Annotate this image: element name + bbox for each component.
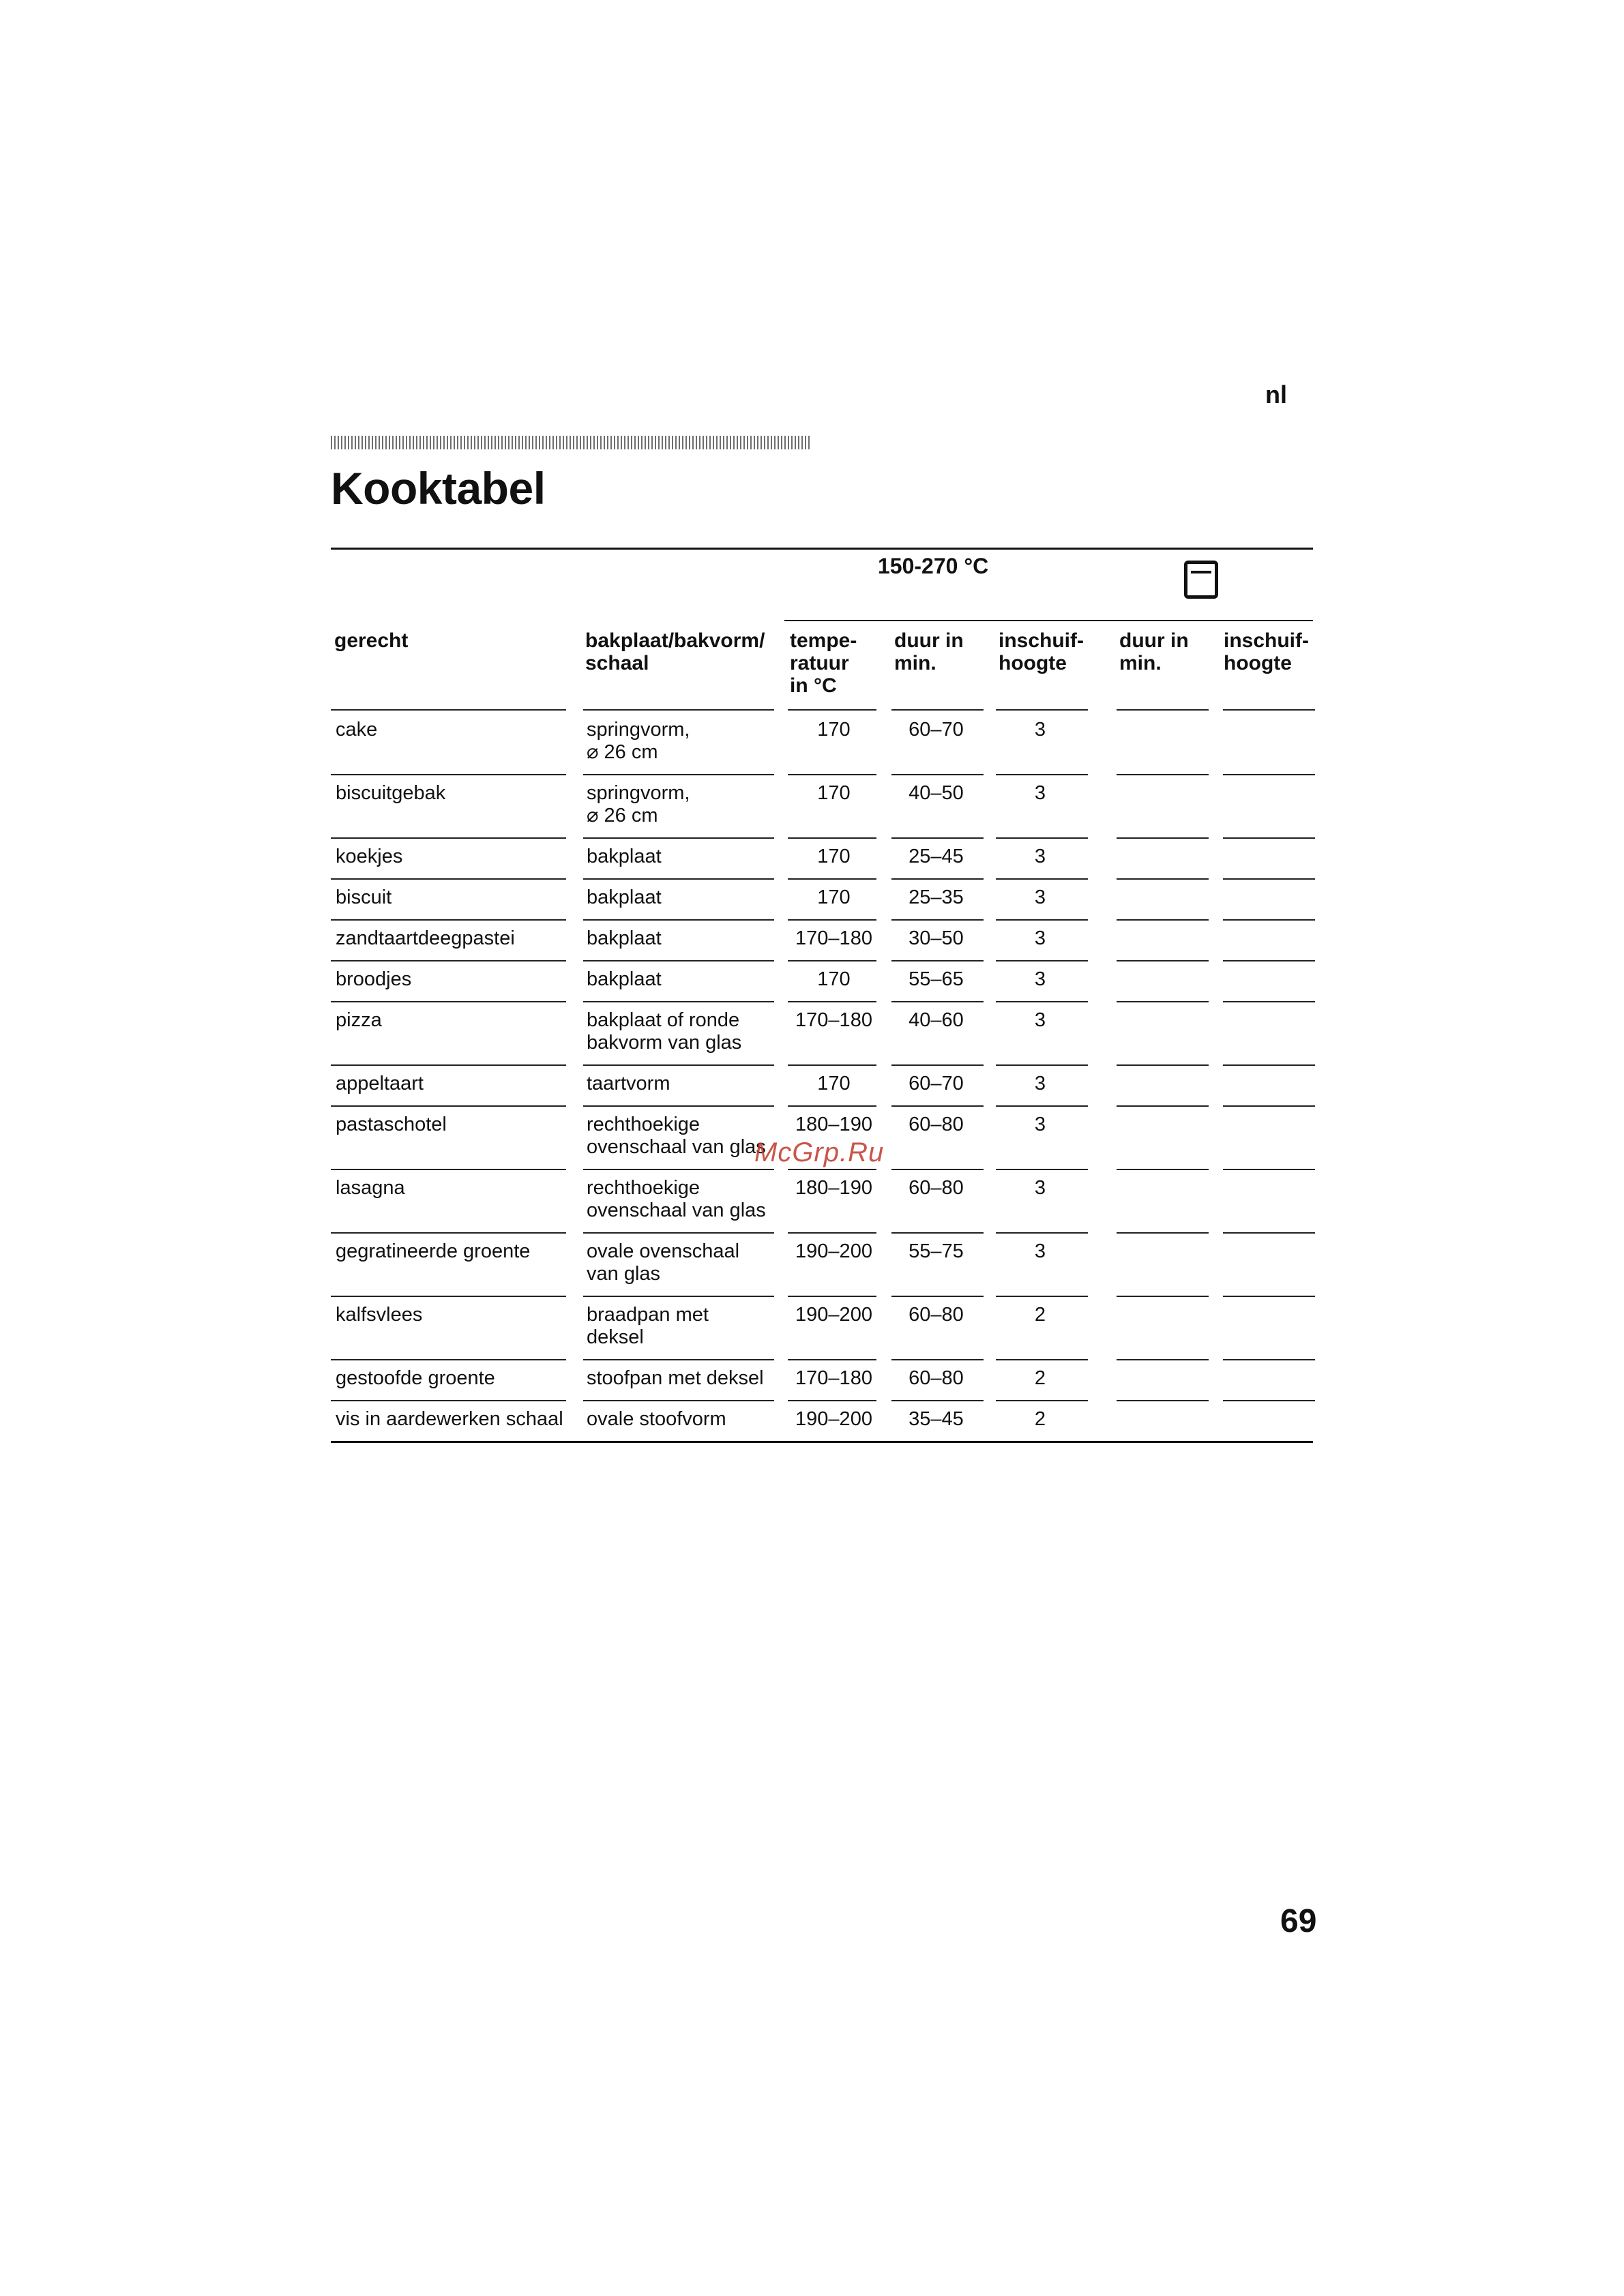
row-rule-segment [583, 878, 774, 880]
row-rule-segment [996, 1169, 1088, 1170]
header-rule-segment [331, 709, 566, 711]
cell-vorm: rechthoekige ovenschaal van glas [587, 1177, 766, 1221]
cell-hoogte: 2 [1034, 1304, 1046, 1326]
title-decoration-bar [331, 436, 812, 449]
row-rule-segment [788, 837, 876, 839]
row-rule-segment [996, 1400, 1088, 1401]
row-rule-segment [996, 1105, 1088, 1107]
row-rule-segment [1223, 1232, 1315, 1234]
cell-duur: 60–80 [909, 1114, 964, 1135]
cell-duur: 40–50 [909, 782, 964, 804]
cell-hoogte: 3 [1034, 719, 1046, 741]
cell-vorm: springvorm, ⌀ 26 cm [587, 782, 690, 826]
cell-hoogte: 3 [1034, 1240, 1046, 1262]
row-rule-segment [996, 1232, 1088, 1234]
row-rule-segment [891, 837, 984, 839]
header-bakplaat: bakplaat/bakvorm/ schaal [585, 629, 765, 674]
row-rule-segment [1223, 878, 1315, 880]
cell-temp: 170 [817, 846, 851, 867]
row-rule-segment [891, 774, 984, 775]
row-rule-segment [1117, 1232, 1209, 1234]
cell-duur: 55–65 [909, 968, 964, 990]
cell-duur: 25–45 [909, 846, 964, 867]
table-top-rule [331, 548, 1313, 550]
row-rule-segment [891, 1296, 984, 1297]
cell-vorm: bakplaat [587, 927, 662, 949]
cell-duur: 60–80 [909, 1304, 964, 1326]
cell-duur: 60–80 [909, 1177, 964, 1199]
row-rule-segment [788, 1064, 876, 1066]
cell-duur: 60–80 [909, 1367, 964, 1389]
row-rule-segment [583, 1296, 774, 1297]
cell-hoogte: 2 [1034, 1408, 1046, 1430]
row-rule-segment [331, 878, 566, 880]
row-rule-segment [788, 878, 876, 880]
row-rule-segment [1117, 837, 1209, 839]
row-rule-segment [788, 1169, 876, 1170]
row-rule-segment [583, 1064, 774, 1066]
watermark: McGrp.Ru [754, 1137, 885, 1167]
cell-temp: 170–180 [795, 927, 872, 949]
row-rule-segment [891, 1064, 984, 1066]
oven-top-heat-icon [1184, 561, 1218, 599]
row-rule-segment [996, 1001, 1088, 1002]
row-rule-segment [1117, 878, 1209, 880]
row-rule-segment [331, 1296, 566, 1297]
row-rule-segment [996, 1359, 1088, 1360]
table-bottom-rule [331, 1441, 1313, 1443]
row-rule-segment [1223, 1359, 1315, 1360]
cell-duur: 60–70 [909, 1073, 964, 1094]
cell-hoogte: 3 [1034, 1114, 1046, 1135]
row-rule-segment [891, 1359, 984, 1360]
cell-hoogte: 3 [1034, 927, 1046, 949]
row-rule-segment [331, 1359, 566, 1360]
row-rule-segment [331, 1105, 566, 1107]
cell-gerecht: cake [336, 719, 378, 741]
cell-temp: 170 [817, 719, 851, 741]
row-rule-segment [1117, 1359, 1209, 1360]
header-rule-segment [583, 709, 774, 711]
cell-hoogte: 3 [1034, 886, 1046, 908]
row-rule-segment [788, 1359, 876, 1360]
header-rule-segment [1223, 709, 1315, 711]
row-rule-segment [1223, 837, 1315, 839]
row-rule-segment [331, 1169, 566, 1170]
cell-vorm: springvorm, ⌀ 26 cm [587, 719, 690, 763]
row-rule-segment [996, 919, 1088, 921]
cell-hoogte: 3 [1034, 1177, 1046, 1199]
cell-duur: 55–75 [909, 1240, 964, 1262]
cell-temp: 170 [817, 968, 851, 990]
row-rule-segment [1117, 1169, 1209, 1170]
cell-temp: 180–190 [795, 1177, 872, 1199]
header-duur-1: duur in min. [894, 629, 964, 674]
language-code: nl [1265, 381, 1287, 408]
cell-gerecht: gegratineerde groente [336, 1240, 531, 1262]
row-rule-segment [331, 1400, 566, 1401]
row-rule-segment [331, 960, 566, 961]
row-rule-segment [1223, 960, 1315, 961]
cell-gerecht: koekjes [336, 846, 403, 867]
row-rule-segment [1117, 1296, 1209, 1297]
row-rule-segment [996, 878, 1088, 880]
cell-duur: 40–60 [909, 1009, 964, 1031]
cell-hoogte: 3 [1034, 968, 1046, 990]
cell-temp: 170–180 [795, 1367, 872, 1389]
row-rule-segment [1223, 1001, 1315, 1002]
cell-vorm: ovale ovenschaal van glas [587, 1240, 740, 1285]
cell-vorm: taartvorm [587, 1073, 670, 1094]
row-rule-segment [788, 1105, 876, 1107]
row-rule-segment [1223, 919, 1315, 921]
row-rule-segment [1117, 960, 1209, 961]
row-rule-segment [1223, 1296, 1315, 1297]
row-rule-segment [1117, 1105, 1209, 1107]
row-rule-segment [1223, 1400, 1315, 1401]
cell-gerecht: appeltaart [336, 1073, 424, 1094]
row-rule-segment [583, 774, 774, 775]
row-rule-segment [1117, 1001, 1209, 1002]
row-rule-segment [891, 1001, 984, 1002]
cell-gerecht: vis in aardewerken schaal [336, 1408, 563, 1430]
page-number: 69 [1280, 1903, 1317, 1939]
cell-duur: 25–35 [909, 886, 964, 908]
cell-gerecht: broodjes [336, 968, 412, 990]
cell-vorm: stoofpan met deksel [587, 1367, 764, 1389]
row-rule-segment [1223, 1169, 1315, 1170]
cell-hoogte: 2 [1034, 1367, 1046, 1389]
header-inschuifhoogte-1: inschuif- hoogte [999, 629, 1084, 674]
row-rule-segment [583, 1001, 774, 1002]
header-rule-segment [996, 709, 1088, 711]
row-rule-segment [996, 1296, 1088, 1297]
cell-temp: 190–200 [795, 1240, 872, 1262]
row-rule-segment [788, 1296, 876, 1297]
row-rule-segment [996, 1064, 1088, 1066]
header-duur-2: duur in min. [1119, 629, 1189, 674]
cell-temp: 190–200 [795, 1408, 872, 1430]
page-title: Kooktabel [331, 463, 546, 513]
row-rule-segment [583, 1400, 774, 1401]
row-rule-segment [331, 1232, 566, 1234]
header-rule-segment [1117, 709, 1209, 711]
row-rule-segment [788, 960, 876, 961]
row-rule-segment [891, 960, 984, 961]
row-rule-segment [331, 1064, 566, 1066]
row-rule-segment [788, 1001, 876, 1002]
cell-gerecht: biscuit [336, 886, 392, 908]
cell-gerecht: pizza [336, 1009, 382, 1031]
cell-temp: 190–200 [795, 1304, 872, 1326]
row-rule-segment [331, 774, 566, 775]
cell-gerecht: kalfsvlees [336, 1304, 423, 1326]
row-rule-segment [1117, 919, 1209, 921]
cell-gerecht: pastaschotel [336, 1114, 447, 1135]
cell-vorm: bakplaat [587, 846, 662, 867]
cell-duur: 30–50 [909, 927, 964, 949]
row-rule-segment [583, 919, 774, 921]
row-rule-segment [891, 1169, 984, 1170]
row-rule-segment [788, 774, 876, 775]
group-header-rule [784, 620, 1313, 621]
header-temperatuur: tempe- ratuur in °C [790, 629, 857, 697]
row-rule-segment [996, 837, 1088, 839]
cell-vorm: rechthoekige ovenschaal van glas [587, 1114, 766, 1158]
row-rule-segment [583, 1169, 774, 1170]
cell-hoogte: 3 [1034, 782, 1046, 804]
cell-gerecht: zandtaartdeegpastei [336, 927, 515, 949]
row-rule-segment [583, 837, 774, 839]
cell-hoogte: 3 [1034, 846, 1046, 867]
row-rule-segment [1117, 774, 1209, 775]
row-rule-segment [891, 1232, 984, 1234]
row-rule-segment [788, 1232, 876, 1234]
cell-gerecht: biscuitgebak [336, 782, 446, 804]
row-rule-segment [331, 837, 566, 839]
cell-vorm: bakplaat of ronde bakvorm van glas [587, 1009, 742, 1054]
row-rule-segment [331, 919, 566, 921]
cell-vorm: ovale stoofvorm [587, 1408, 726, 1430]
cell-temp: 170 [817, 886, 851, 908]
cell-gerecht: lasagna [336, 1177, 405, 1199]
row-rule-segment [583, 960, 774, 961]
row-rule-segment [583, 1105, 774, 1107]
row-rule-segment [1223, 1105, 1315, 1107]
row-rule-segment [1117, 1400, 1209, 1401]
cell-hoogte: 3 [1034, 1073, 1046, 1094]
header-inschuifhoogte-2: inschuif- hoogte [1224, 629, 1309, 674]
row-rule-segment [331, 1001, 566, 1002]
row-rule-segment [1117, 1064, 1209, 1066]
cell-hoogte: 3 [1034, 1009, 1046, 1031]
row-rule-segment [891, 878, 984, 880]
cell-vorm: bakplaat [587, 886, 662, 908]
cell-temp: 170 [817, 1073, 851, 1094]
cell-temp: 170 [817, 782, 851, 804]
cell-duur: 60–70 [909, 719, 964, 741]
cell-gerecht: gestoofde groente [336, 1367, 495, 1389]
header-rule-segment [891, 709, 984, 711]
row-rule-segment [788, 919, 876, 921]
row-rule-segment [891, 1105, 984, 1107]
row-rule-segment [891, 1400, 984, 1401]
temperature-range-label: 150-270 °C [878, 554, 989, 578]
row-rule-segment [788, 1400, 876, 1401]
cell-duur: 35–45 [909, 1408, 964, 1430]
cell-vorm: bakplaat [587, 968, 662, 990]
header-rule-segment [788, 709, 876, 711]
row-rule-segment [1223, 774, 1315, 775]
row-rule-segment [891, 919, 984, 921]
cell-temp: 170–180 [795, 1009, 872, 1031]
cell-temp: 180–190 [795, 1114, 872, 1135]
row-rule-segment [996, 774, 1088, 775]
cell-vorm: braadpan met deksel [587, 1304, 709, 1348]
row-rule-segment [996, 960, 1088, 961]
header-gerecht: gerecht [334, 629, 409, 652]
row-rule-segment [583, 1359, 774, 1360]
row-rule-segment [583, 1232, 774, 1234]
row-rule-segment [1223, 1064, 1315, 1066]
